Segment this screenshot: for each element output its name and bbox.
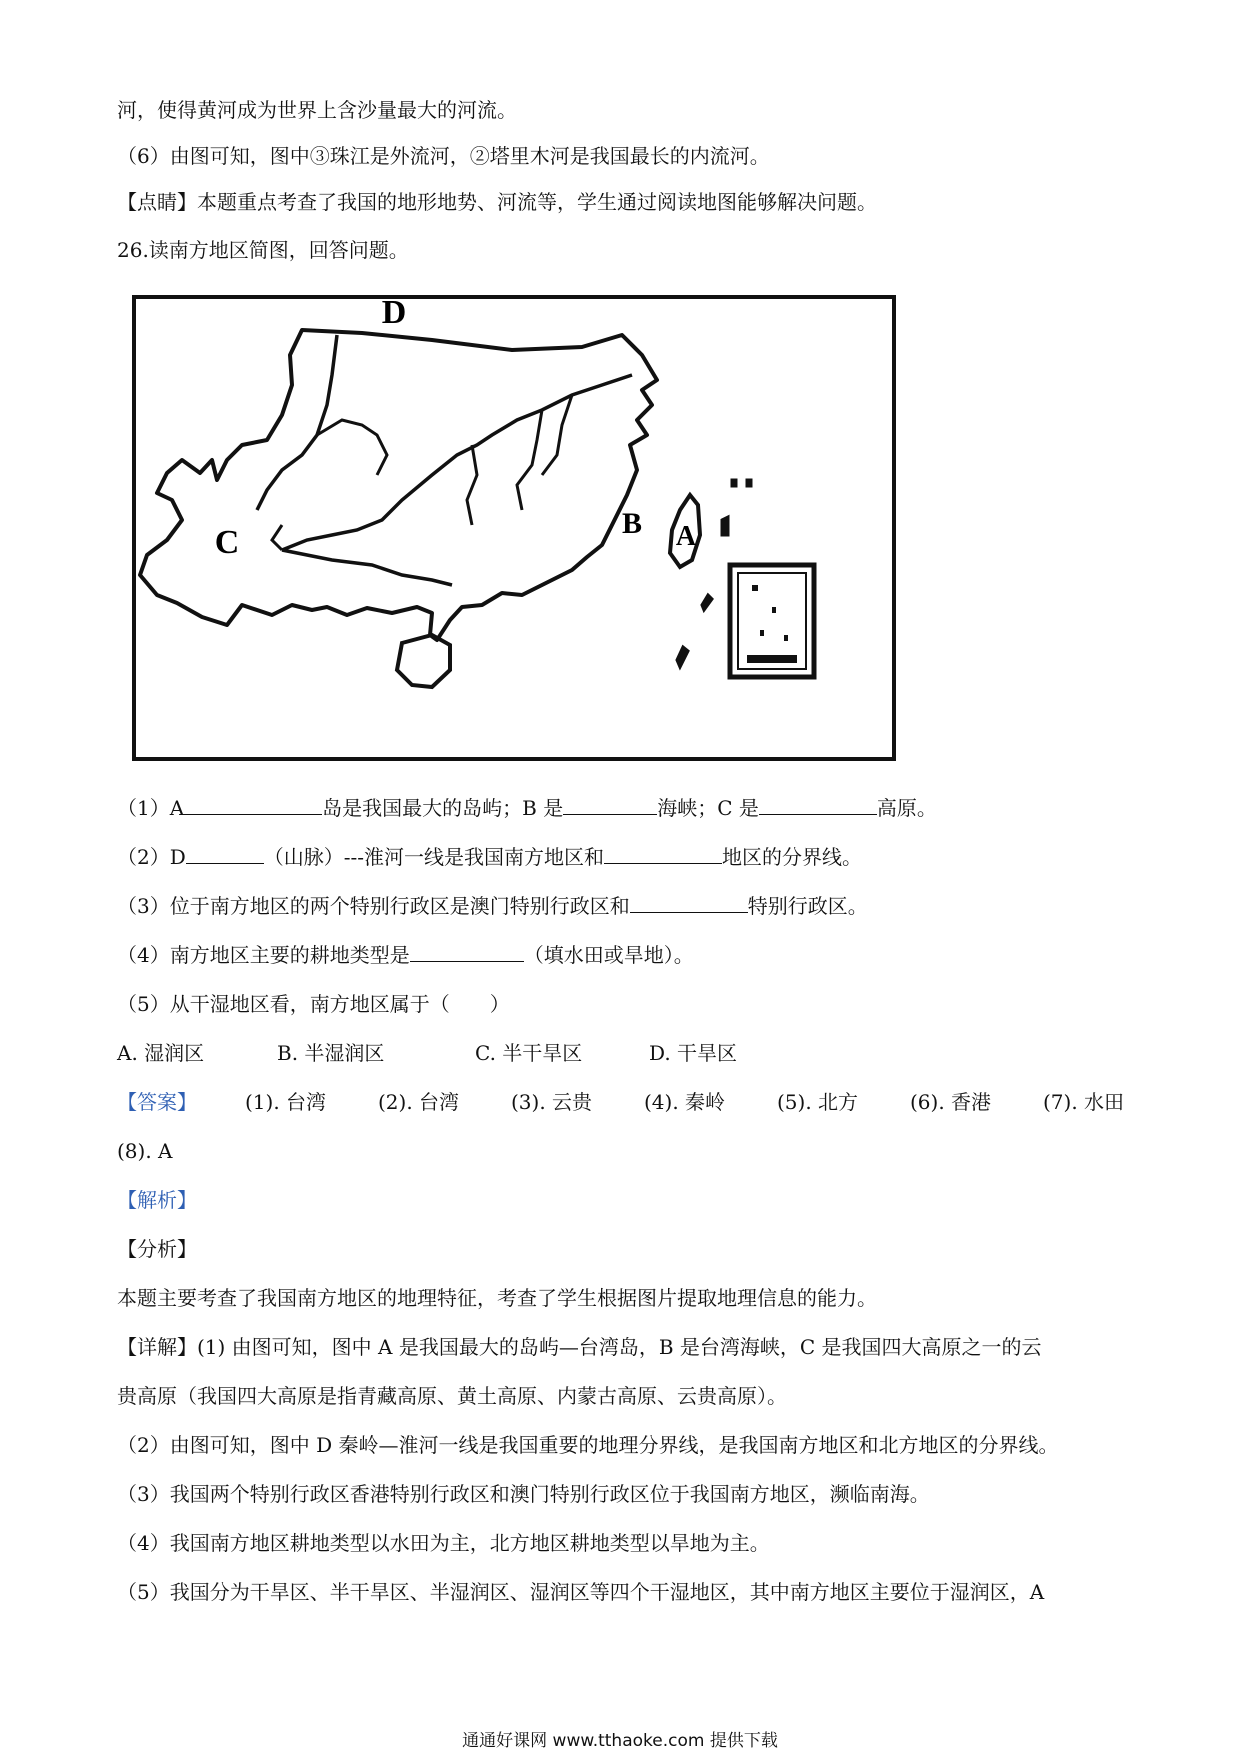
- question-5: （5）从干湿地区看，南方地区属于（ ）: [117, 992, 510, 1016]
- river-small: [272, 525, 282, 550]
- label-b: B: [621, 507, 643, 540]
- river-pearl: [282, 550, 452, 585]
- footer: 通通好课网 www.tthaoke.com 提供下载: [462, 1731, 778, 1751]
- answer-5: (5). 北方: [777, 1090, 859, 1114]
- blank-3[interactable]: [759, 794, 877, 815]
- options-row: [117, 1039, 737, 1067]
- answer-4: (4). 秦岭: [644, 1090, 726, 1114]
- blank-5[interactable]: [604, 843, 722, 864]
- detail-text: （3）我国两个特别行政区香港特别行政区和澳门特别行政区位于我国南方地区，濒临南海。: [117, 1482, 930, 1506]
- dianjing-line: 【点睛】本题重点考查了我国的地形地势、河流等，学生通过阅读地图能够解决问题。: [117, 190, 877, 214]
- answer-3: (3). 云贵: [511, 1090, 593, 1114]
- detail-text: （5）我国分为干旱区、半干旱区、半湿润区、湿润区等四个干湿地区，其中南方地区主要位于湿润区，A: [117, 1580, 1045, 1604]
- question-2: （2）D （山脉）---淮河一线是我国南方地区和 地区的分界线。: [117, 845, 863, 869]
- river-branch-1: [317, 420, 387, 475]
- option-c[interactable]: C. 半干旱区: [475, 1041, 583, 1065]
- analysis-label: 【解析】: [117, 1188, 197, 1212]
- answer-6: (6). 香港: [910, 1090, 992, 1114]
- detail-text: （2）由图可知，图中 D 秦岭—淮河一线是我国重要的地理分界线，是我国南方地区和北方地区的分界线。: [117, 1433, 1059, 1457]
- inset-islands: [747, 585, 797, 663]
- analysis-text: 本题主要考查了我国南方地区的地理特征，考查了学生根据图片提取地理信息的能力。: [117, 1286, 877, 1310]
- label-a: A: [675, 521, 697, 552]
- answer-2: (2). 台湾: [378, 1090, 460, 1114]
- blank-2[interactable]: [563, 794, 657, 815]
- hainan-island: [397, 635, 450, 687]
- river-upper: [257, 335, 337, 510]
- south-china-map: [132, 295, 896, 761]
- blank-7[interactable]: [410, 941, 524, 962]
- blank-4[interactable]: [186, 843, 264, 864]
- answer-8: (8). A: [117, 1139, 173, 1163]
- question-4: （4）南方地区主要的耕地类型是 （填水田或旱地）。: [117, 943, 694, 967]
- option-d[interactable]: D. 干旱区: [649, 1041, 738, 1065]
- option-b[interactable]: B. 半湿润区: [277, 1041, 385, 1065]
- detail-text: 【详解】(1) 由图可知，图中 A 是我国最大的岛屿—台湾岛，B 是台湾海峡，C 是我国四大高原之一的云: [117, 1335, 1042, 1359]
- question-title: 26.读南方地区简图，回答问题。: [117, 238, 409, 262]
- blank-1[interactable]: [184, 794, 322, 815]
- answer-row: [117, 1088, 1124, 1116]
- option-a[interactable]: A. 湿润区: [117, 1041, 205, 1065]
- answer-1: (1). 台湾: [245, 1090, 327, 1114]
- label-c: C: [214, 524, 240, 561]
- map-frame: [134, 297, 894, 759]
- river-branch-2: [467, 445, 477, 525]
- detail-text: （4）我国南方地区耕地类型以水田为主，北方地区耕地类型以旱地为主。: [117, 1531, 770, 1555]
- question-1: （1）A 岛是我国最大的岛屿；B 是 海峡；C 是 高原。: [117, 796, 937, 820]
- answer-label: 【答案】: [117, 1090, 197, 1114]
- text-line: （6）由图可知，图中③珠江是外流河，②塔里木河是我国最长的内流河。: [117, 144, 770, 168]
- fenxi-label: 【分析】: [117, 1237, 197, 1261]
- mainland-outline: [140, 330, 657, 640]
- label-d: D: [381, 295, 407, 331]
- river-branch-3: [517, 410, 542, 510]
- text-line: 河，使得黄河成为世界上含沙量最大的河流。: [117, 98, 517, 122]
- inset-inner: [738, 573, 806, 669]
- answer-7: (7). 水田: [1043, 1090, 1125, 1114]
- river-yangtze: [282, 375, 632, 550]
- detail-text: 贵高原（我国四大高原是指青藏高原、黄土高原、内蒙古高原、云贵高原）。: [117, 1384, 787, 1408]
- question-3: （3）位于南方地区的两个特别行政区是澳门特别行政区和 特别行政区。: [117, 894, 868, 918]
- blank-6[interactable]: [630, 892, 748, 913]
